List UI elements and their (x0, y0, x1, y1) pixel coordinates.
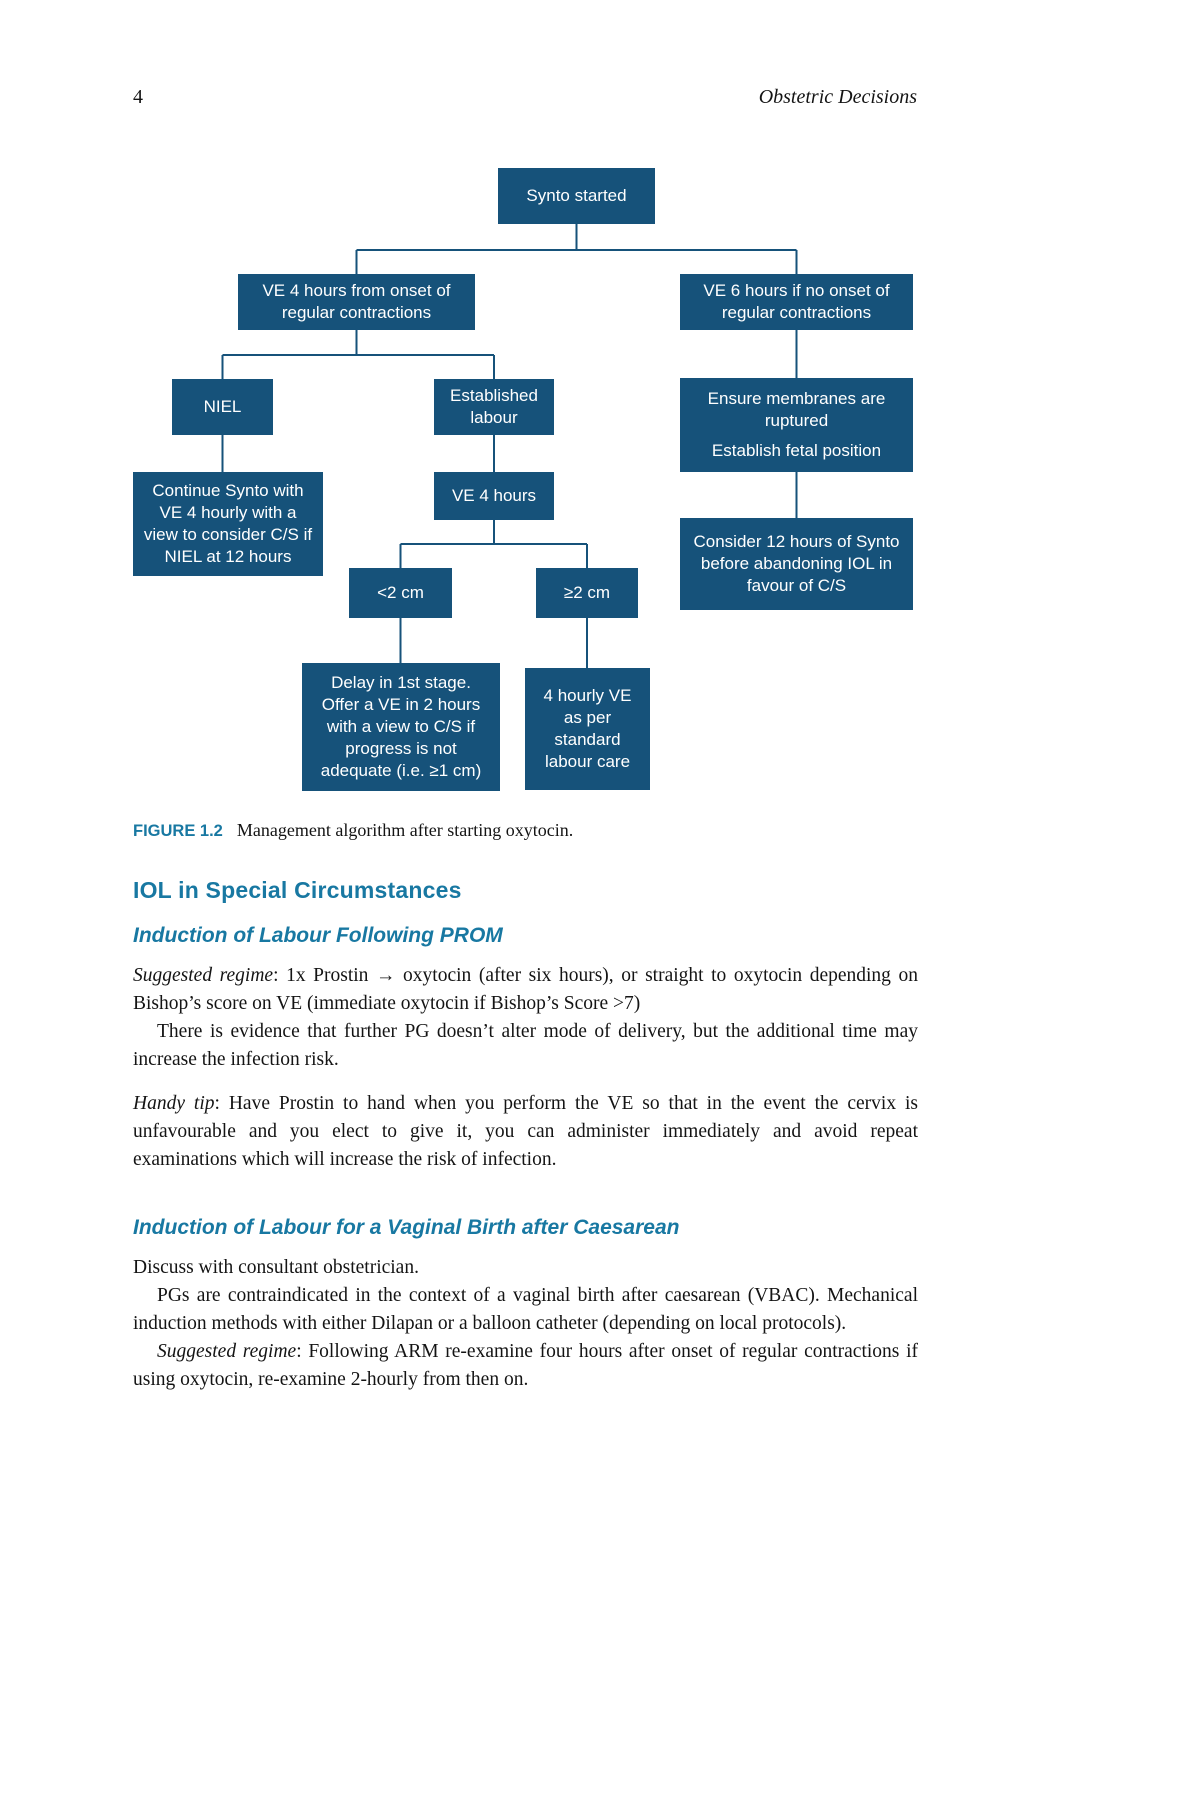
paragraph-text: : 1x Prostin → oxytocin (after six hours), or straight to oxytocin depending on Bishop’s score on VE (immediate oxytocin if Bishop’s Score >7) (133, 965, 918, 1014)
ensure-membranes-line1: Ensure membranes are ruptured (707, 388, 886, 430)
figure-label: FIGURE 1.2 (133, 822, 223, 840)
node-consider-12-hours: Consider 12 hours of Synto before abandoning IOL in favour of C/S (680, 518, 913, 610)
node-ve-4-hours-onset: VE 4 hours from onset of regular contractions (238, 274, 475, 330)
paragraph-vbac-discuss: Discuss with consultant obstetrician. (133, 1257, 419, 1278)
paragraph-vbac-suggested-regime (133, 1338, 918, 1394)
paragraph-handy-tip (133, 1090, 918, 1174)
node-continue-synto: Continue Synto with VE 4 hourly with a view to consider C/S if NIEL at 12 hours (133, 472, 323, 576)
node-established-labour: Established labour (434, 379, 554, 435)
figure-caption (133, 820, 918, 841)
lead-suggested-regime-vbac: Suggested regime (157, 1341, 297, 1362)
paragraph-vbac-pgs: PGs are contraindicated in the context of a vaginal birth after caesarean (VBAC). Mechanical induction methods with either Dilapan or a balloon catheter (depending on local protocols). (133, 1285, 918, 1334)
paragraph-prom-evidence: There is evidence that further PG doesn’t alter mode of delivery, but the additional time may increase the infection risk. (133, 1021, 918, 1070)
node-ve-6-hours-no-onset: VE 6 hours if no onset of regular contractions (680, 274, 913, 330)
paragraph-prom-suggested-regime (133, 962, 918, 1018)
node-synto-started: Synto started (498, 168, 655, 224)
node-niel: NIEL (172, 379, 273, 435)
paragraph-text: : Following ARM re-examine four hours after onset of regular contractions if using oxytocin, re-examine 2-hourly from then on. (133, 1341, 918, 1390)
figure-caption-text: Management algorithm after starting oxytocin. (236, 820, 574, 840)
page-number: 4 (133, 86, 143, 108)
ensure-membranes-line2: Establish fetal position (711, 441, 882, 461)
node-delay-first-stage: Delay in 1st stage. Offer a VE in 2 hours with a view to C/S if progress is not adequate (i.e. ≥1 cm) (302, 663, 500, 791)
lead-suggested-regime: Suggested regime (133, 965, 274, 986)
section-heading-iol-special: IOL in Special Circumstances (133, 877, 462, 903)
subsection-heading-vbac: Induction of Labour for a Vaginal Birth after Caesarean (133, 1216, 680, 1239)
node-ve-4-hours: VE 4 hours (434, 472, 554, 520)
management-algorithm-flowchart (0, 160, 1200, 825)
paragraph-text: : Have Prostin to hand when you perform the VE so that in the event the cervix is unfavourable and you elect to give it, you can administer immediately and avoid repeat examinations which will increase the risk of infection. (133, 1093, 919, 1170)
node-ensure-membranes (680, 378, 913, 472)
node-greater-equal-2cm: ≥2 cm (536, 568, 638, 618)
running-head: Obstetric Decisions (758, 86, 917, 108)
node-4-hourly-ve: 4 hourly VE as per standard labour care (525, 668, 650, 790)
lead-handy-tip: Handy tip (133, 1093, 215, 1114)
node-less-than-2cm: <2 cm (349, 568, 452, 618)
subsection-heading-prom: Induction of Labour Following PROM (133, 924, 503, 947)
text-column (133, 820, 918, 1394)
